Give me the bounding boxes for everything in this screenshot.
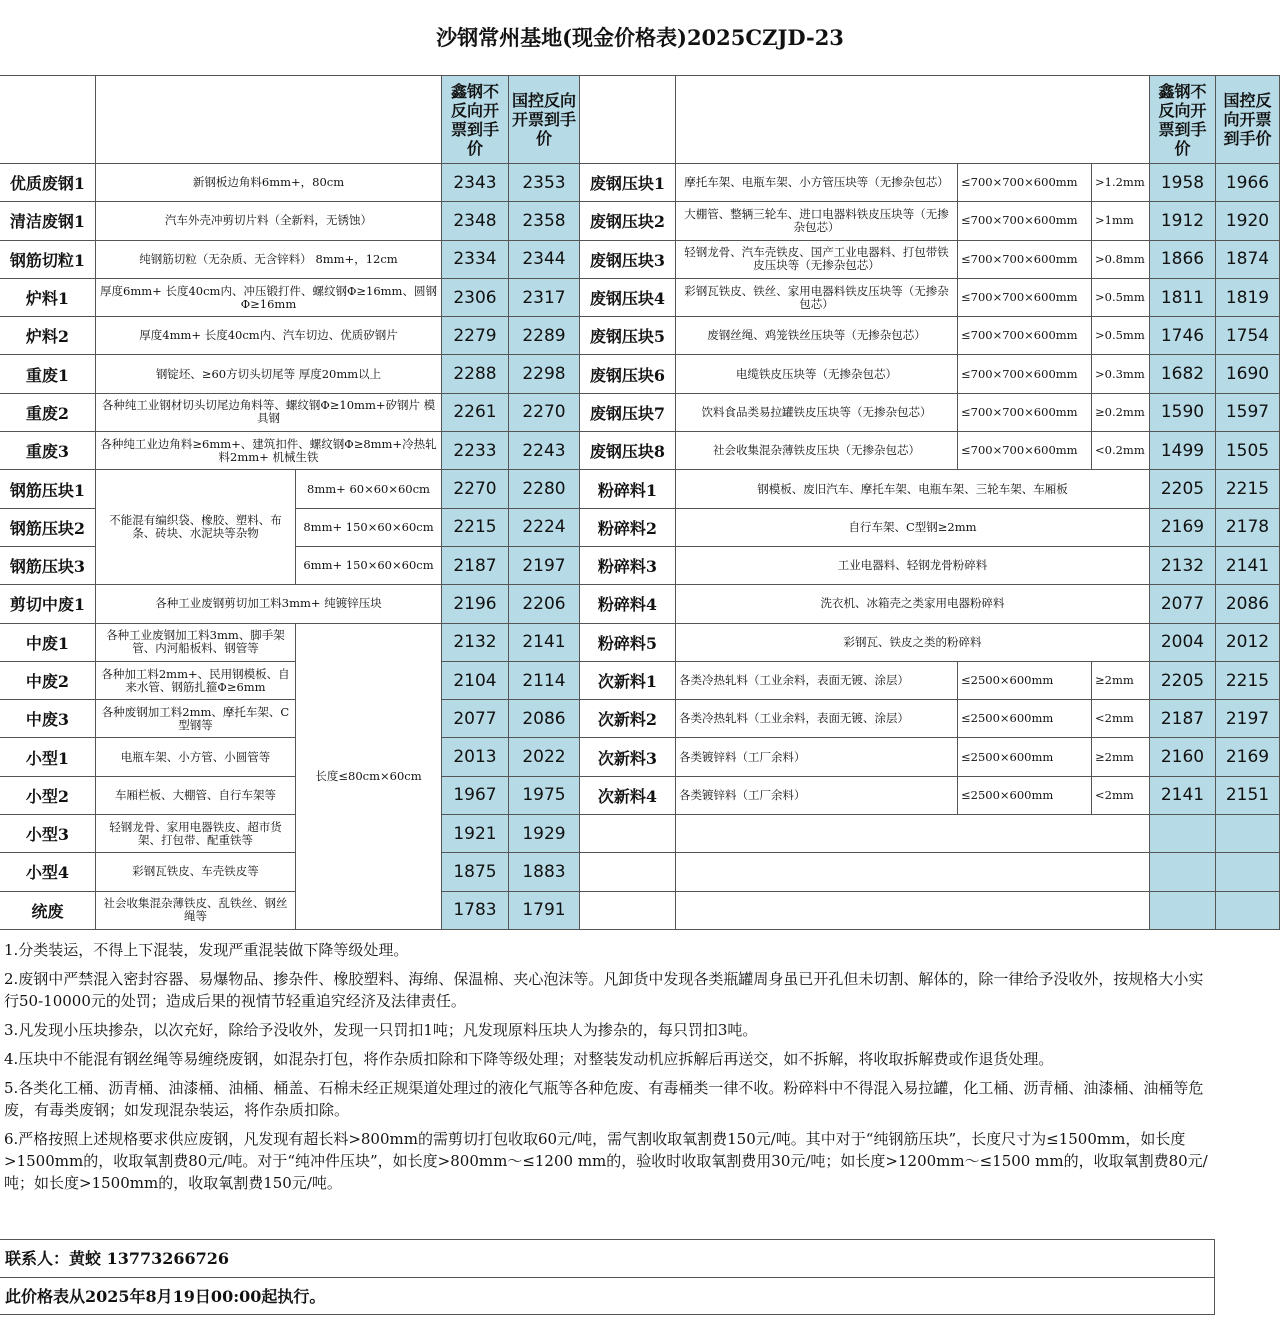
price-xingang: 2343 — [442, 164, 509, 202]
grade-name: 中废2 — [0, 662, 96, 700]
price-xingang: 2205 — [1150, 470, 1216, 508]
grade-description: 汽车外壳冲剪切片料（全新料，无锈蚀） — [96, 202, 442, 240]
block-thickness: ≥0.2mm — [1092, 394, 1150, 432]
price-guokong: 2086 — [509, 700, 580, 738]
grade-description: 各种工业废钢剪切加工料3mm+ 纯镀锌压块 — [96, 585, 442, 623]
grade-description: 纯钢筋切粒（无杂质、无含锌料） 8mm+，12cm — [96, 241, 442, 279]
block-size: ≤2500×600mm — [958, 738, 1092, 776]
empty-cell — [580, 853, 676, 891]
empty-cell — [676, 815, 1150, 853]
grade-description: 社会收集混杂薄铁皮、乱铁丝、钢丝绳等 — [96, 892, 296, 930]
price-xingang: 1875 — [442, 853, 509, 891]
grade-name: 废钢压块7 — [580, 394, 676, 432]
block-size: ≤700×700×600mm — [958, 241, 1092, 279]
note-item: 2.废钢中严禁混入密封容器、易爆物品、掺杂件、橡胶塑料、海绵、保温棉、夹心泡沫等。凡卸货中发现各类瓶罐周身虽已开孔但未切割、解体的，除一律给予没收外，按规格大小实行50-10000元的处罚；造成后果的视情节轻重追究经济及法律责任。 — [4, 970, 1204, 1010]
block-size: ≤700×700×600mm — [958, 317, 1092, 355]
price-guokong: 2224 — [509, 509, 580, 547]
notes-section — [0, 934, 1215, 1196]
header-blank — [96, 76, 442, 164]
grade-name: 次新料2 — [580, 700, 676, 738]
price-guokong: 1920 — [1216, 202, 1280, 240]
price-xingang: 2013 — [442, 738, 509, 776]
grade-description: 厚度4mm+ 长度40cm内、汽车切边、优质矽钢片 — [96, 317, 442, 355]
price-xingang: 2160 — [1150, 738, 1216, 776]
page-title: 沙钢常州基地(现金价格表)2025CZJD-23 — [0, 0, 1280, 76]
grade-description: 轻钢龙骨、汽车壳铁皮、国产工业电器料、打包带铁皮压块等（无掺杂包芯） — [676, 241, 958, 279]
grade-description: 各种工业废钢加工料3mm、脚手架管、内河船板料、钢管等 — [96, 624, 296, 662]
grade-description: 彩钢瓦铁皮、铁丝、家用电器料铁皮压块等（无掺杂包芯） — [676, 279, 958, 317]
rebar-spec: 8mm+ 60×60×60cm — [296, 470, 442, 508]
grade-description: 饮料食品类易拉罐铁皮压块等（无掺杂包芯） — [676, 394, 958, 432]
empty-price-cell — [1216, 892, 1280, 930]
grade-name: 中废3 — [0, 700, 96, 738]
price-guokong: 2353 — [509, 164, 580, 202]
block-size: ≤2500×600mm — [958, 777, 1092, 815]
price-xingang: 1746 — [1150, 317, 1216, 355]
price-guokong: 2169 — [1216, 738, 1280, 776]
grade-description: 自行车架、C型钢≥2mm — [676, 509, 1150, 547]
grade-description: 废钢丝绳、鸡笼铁丝压块等（无掺杂包芯） — [676, 317, 958, 355]
grade-name: 优质废钢1 — [0, 164, 96, 202]
price-guokong: 2215 — [1216, 662, 1280, 700]
grade-name: 重废1 — [0, 355, 96, 393]
grade-description: 各类冷热轧料（工业余料，表面无镀、涂层） — [676, 700, 958, 738]
grade-name: 废钢压块8 — [580, 432, 676, 470]
rebar-note: 不能混有编织袋、橡胶、塑料、布条、砖块、水泥块等杂物 — [96, 470, 296, 585]
grade-name: 粉碎料3 — [580, 547, 676, 585]
price-guokong: 1874 — [1216, 241, 1280, 279]
empty-cell — [580, 892, 676, 930]
grade-name: 重废2 — [0, 394, 96, 432]
grade-name: 小型2 — [0, 777, 96, 815]
grade-name: 小型1 — [0, 738, 96, 776]
price-guokong: 2151 — [1216, 777, 1280, 815]
price-guokong: 1975 — [509, 777, 580, 815]
grade-description: 各类冷热轧料（工业余料，表面无镀、涂层） — [676, 662, 958, 700]
rebar-spec: 8mm+ 150×60×60cm — [296, 509, 442, 547]
block-size: ≤700×700×600mm — [958, 279, 1092, 317]
rebar-spec: 6mm+ 150×60×60cm — [296, 547, 442, 585]
grade-description: 各种加工料2mm+、民用钢模板、自来水管、钢筋扎箍Φ≥6mm — [96, 662, 296, 700]
price-guokong: 2114 — [509, 662, 580, 700]
grade-description: 彩钢瓦、铁皮之类的粉碎料 — [676, 624, 1150, 662]
price-xingang: 2187 — [442, 547, 509, 585]
grade-name: 钢筋切粒1 — [0, 241, 96, 279]
price-xingang: 2169 — [1150, 509, 1216, 547]
block-size: ≤700×700×600mm — [958, 432, 1092, 470]
price-guokong: 2358 — [509, 202, 580, 240]
grade-name: 废钢压块6 — [580, 355, 676, 393]
price-guokong: 1791 — [509, 892, 580, 930]
block-thickness: ≥2mm — [1092, 662, 1150, 700]
header-blank — [676, 76, 1150, 164]
block-thickness: >1.2mm — [1092, 164, 1150, 202]
block-thickness: >0.3mm — [1092, 355, 1150, 393]
price-xingang: 2270 — [442, 470, 509, 508]
block-thickness: >0.8mm — [1092, 241, 1150, 279]
grade-description: 各种纯工业钢材切头切尾边角料等、螺纹钢Φ≥10mm+矽钢片 模具钢 — [96, 394, 442, 432]
price-guokong: 2280 — [509, 470, 580, 508]
empty-cell — [676, 853, 1150, 891]
block-size: ≤2500×600mm — [958, 700, 1092, 738]
grade-name: 废钢压块2 — [580, 202, 676, 240]
price-guokong: 1597 — [1216, 394, 1280, 432]
price-guokong: 2141 — [509, 624, 580, 662]
grade-name: 废钢压块5 — [580, 317, 676, 355]
block-thickness: >0.5mm — [1092, 317, 1150, 355]
grade-name: 废钢压块3 — [580, 241, 676, 279]
price-xingang: 2233 — [442, 432, 509, 470]
grade-name: 次新料1 — [580, 662, 676, 700]
price-xingang: 1967 — [442, 777, 509, 815]
price-xingang: 2077 — [442, 700, 509, 738]
price-xingang: 2205 — [1150, 662, 1216, 700]
price-guokong: 2197 — [1216, 700, 1280, 738]
grade-name: 粉碎料2 — [580, 509, 676, 547]
grade-name: 剪切中废1 — [0, 585, 96, 623]
price-xingang: 2261 — [442, 394, 509, 432]
empty-price-cell — [1150, 892, 1216, 930]
empty-price-cell — [1150, 815, 1216, 853]
empty-price-cell — [1216, 815, 1280, 853]
grade-description: 各类镀锌料（工厂余料） — [676, 777, 958, 815]
price-guokong: 2317 — [509, 279, 580, 317]
price-guokong: 2012 — [1216, 624, 1280, 662]
price-guokong: 1966 — [1216, 164, 1280, 202]
grade-name: 钢筋压块3 — [0, 547, 96, 585]
empty-cell — [676, 892, 1150, 930]
price-xingang: 2104 — [442, 662, 509, 700]
price-xingang: 2187 — [1150, 700, 1216, 738]
block-size: ≤700×700×600mm — [958, 164, 1092, 202]
price-guokong: 1819 — [1216, 279, 1280, 317]
empty-cell — [580, 815, 676, 853]
grade-description: 各种废钢加工料2mm、摩托车架、C型钢等 — [96, 700, 296, 738]
price-xingang: 2077 — [1150, 585, 1216, 623]
price-xingang: 1866 — [1150, 241, 1216, 279]
price-guokong: 2197 — [509, 547, 580, 585]
note-item: 4.压块中不能混有钢丝绳等易缠绕废钢，如混杂打包，将作杂质扣除和下降等级处理；对整装发动机应拆解后再送交，如不拆解，将收取拆解费或作退货处理。 — [4, 1050, 1054, 1068]
price-xingang: 1811 — [1150, 279, 1216, 317]
length-note: 长度≤80cm×60cm — [296, 624, 442, 930]
note-item: 5.各类化工桶、沥青桶、油漆桶、油桶、桶盖、石棉未经正规渠道处理过的液化气瓶等各种危废、有毒桶类一律不收。粉碎料中不得混入易拉罐，化工桶、沥青桶、油漆桶、油桶等危废，有毒类废钢；如发现混杂装运，将作杂质扣除。 — [4, 1079, 1204, 1119]
header-blank — [0, 76, 96, 164]
note-item: 3.凡发现小压块掺杂，以次充好，除给予没收外，发现一只罚扣1吨；凡发现原料压块人为掺杂的，每只罚扣3吨。 — [4, 1021, 758, 1039]
price-xingang: 1783 — [442, 892, 509, 930]
block-size: ≤2500×600mm — [958, 662, 1092, 700]
price-xingang: 2348 — [442, 202, 509, 240]
grade-name: 统废 — [0, 892, 96, 930]
price-guokong: 2298 — [509, 355, 580, 393]
grade-name: 重废3 — [0, 432, 96, 470]
grade-name: 粉碎料5 — [580, 624, 676, 662]
grade-description: 大棚管、整辆三轮车、进口电器料铁皮压块等（无掺杂包芯） — [676, 202, 958, 240]
grade-name: 炉料2 — [0, 317, 96, 355]
block-size: ≤700×700×600mm — [958, 355, 1092, 393]
price-xingang: 1912 — [1150, 202, 1216, 240]
grade-name: 钢筋压块2 — [0, 509, 96, 547]
price-guokong: 2206 — [509, 585, 580, 623]
grade-description: 各类镀锌料（工厂余料） — [676, 738, 958, 776]
note-item: 6.严格按照上述规格要求供应废钢，凡发现有超长料>800mm的需剪切打包收取60元/吨，需气割收取氧割费150元/吨。其中对于“纯钢筋压块”，长度尺寸为≤1500mm，如长度>1500mm的，收取氧割费80元/吨。对于“纯冲件压块”，如长度>800mm～≤1200 mm的，验收时收取氧割费用30元/吨；如长度>1200mm～≤1500 mm的，收取氧割费80元/吨；如长度>1500mm的，收取氧割费150元/吨。 — [4, 1130, 1208, 1192]
grade-description: 摩托车架、电瓶车架、小方管压块等（无掺杂包芯） — [676, 164, 958, 202]
grade-name: 中废1 — [0, 624, 96, 662]
grade-description: 钢模板、废旧汽车、摩托车架、电瓶车架、三轮车架、车厢板 — [676, 470, 1150, 508]
price-guokong: 2141 — [1216, 547, 1280, 585]
price-xingang: 2279 — [442, 317, 509, 355]
grade-description: 社会收集混杂薄铁皮压块（无掺杂包芯） — [676, 432, 958, 470]
price-guokong: 2215 — [1216, 470, 1280, 508]
header-guokong-price-right: 国控反向开票到手价 — [1216, 76, 1280, 164]
block-thickness: ≥2mm — [1092, 738, 1150, 776]
grade-description: 轻钢龙骨、家用电器铁皮、超市货架、打包带、配重铁等 — [96, 815, 296, 853]
block-thickness: <2mm — [1092, 777, 1150, 815]
grade-name: 粉碎料4 — [580, 585, 676, 623]
empty-price-cell — [1216, 853, 1280, 891]
grade-name: 小型4 — [0, 853, 96, 891]
grade-name: 废钢压块1 — [580, 164, 676, 202]
block-size: ≤700×700×600mm — [958, 202, 1092, 240]
grade-name: 次新料4 — [580, 777, 676, 815]
price-guokong: 1690 — [1216, 355, 1280, 393]
price-xingang: 2132 — [442, 624, 509, 662]
grade-description: 车厢栏板、大棚管、自行车架等 — [96, 777, 296, 815]
price-xingang: 2196 — [442, 585, 509, 623]
block-thickness: <2mm — [1092, 700, 1150, 738]
grade-name: 清洁废钢1 — [0, 202, 96, 240]
grade-description: 洗衣机、冰箱壳之类家用电器粉碎料 — [676, 585, 1150, 623]
price-guokong: 2289 — [509, 317, 580, 355]
grade-description: 各种纯工业边角料≥6mm+、建筑扣件、螺纹钢Φ≥8mm+冷热轧料2mm+ 机械生铁 — [96, 432, 442, 470]
grade-name: 粉碎料1 — [580, 470, 676, 508]
block-thickness: <0.2mm — [1092, 432, 1150, 470]
price-xingang: 2132 — [1150, 547, 1216, 585]
price-guokong: 2178 — [1216, 509, 1280, 547]
grade-description: 工业电器料、轻钢龙骨粉碎料 — [676, 547, 1150, 585]
price-xingang: 1958 — [1150, 164, 1216, 202]
price-xingang: 1590 — [1150, 394, 1216, 432]
header-xingang-price: 鑫钢不反向开票到手价 — [442, 76, 509, 164]
grade-description: 彩钢瓦铁皮、车壳铁皮等 — [96, 853, 296, 891]
effective-date: 此价格表从2025年8月19日00:00起执行。 — [0, 1277, 1215, 1315]
price-xingang: 1921 — [442, 815, 509, 853]
price-xingang: 1499 — [1150, 432, 1216, 470]
price-guokong: 2086 — [1216, 585, 1280, 623]
grade-description: 电瓶车架、小方管、小圆管等 — [96, 738, 296, 776]
block-size: ≤700×700×600mm — [958, 394, 1092, 432]
price-guokong: 2243 — [509, 432, 580, 470]
price-table — [0, 76, 1280, 930]
header-guokong-price: 国控反向开票到手价 — [509, 76, 580, 164]
block-thickness: >1mm — [1092, 202, 1150, 240]
grade-description: 厚度6mm+ 长度40cm内、冲压锻打件、螺纹钢Φ≥16mm、圆钢Φ≥16mm — [96, 279, 442, 317]
price-guokong: 2022 — [509, 738, 580, 776]
grade-description: 钢锭坯、≥60方切头切尾等 厚度20mm以上 — [96, 355, 442, 393]
grade-name: 钢筋压块1 — [0, 470, 96, 508]
price-xingang: 2306 — [442, 279, 509, 317]
block-thickness: >0.5mm — [1092, 279, 1150, 317]
price-xingang: 2004 — [1150, 624, 1216, 662]
grade-name: 炉料1 — [0, 279, 96, 317]
price-guokong: 1505 — [1216, 432, 1280, 470]
price-xingang: 1682 — [1150, 355, 1216, 393]
contact-line: 联系人：黄蛟 13773266726 — [0, 1239, 1215, 1277]
grade-description: 新钢板边角料6mm+，80cm — [96, 164, 442, 202]
price-guokong: 1929 — [509, 815, 580, 853]
price-guokong: 1754 — [1216, 317, 1280, 355]
header-xingang-price-right: 鑫钢不反向开票到手价 — [1150, 76, 1216, 164]
price-guokong: 2344 — [509, 241, 580, 279]
grade-name: 废钢压块4 — [580, 279, 676, 317]
empty-price-cell — [1150, 853, 1216, 891]
price-guokong: 2270 — [509, 394, 580, 432]
price-xingang: 2334 — [442, 241, 509, 279]
price-xingang: 2288 — [442, 355, 509, 393]
price-xingang: 2215 — [442, 509, 509, 547]
header-blank — [580, 76, 676, 164]
grade-name: 次新料3 — [580, 738, 676, 776]
grade-description: 电缆铁皮压块等（无掺杂包芯） — [676, 355, 958, 393]
grade-name: 小型3 — [0, 815, 96, 853]
note-item: 1.分类装运，不得上下混装，发现严重混装做下降等级处理。 — [4, 941, 409, 959]
price-xingang: 2141 — [1150, 777, 1216, 815]
price-guokong: 1883 — [509, 853, 580, 891]
